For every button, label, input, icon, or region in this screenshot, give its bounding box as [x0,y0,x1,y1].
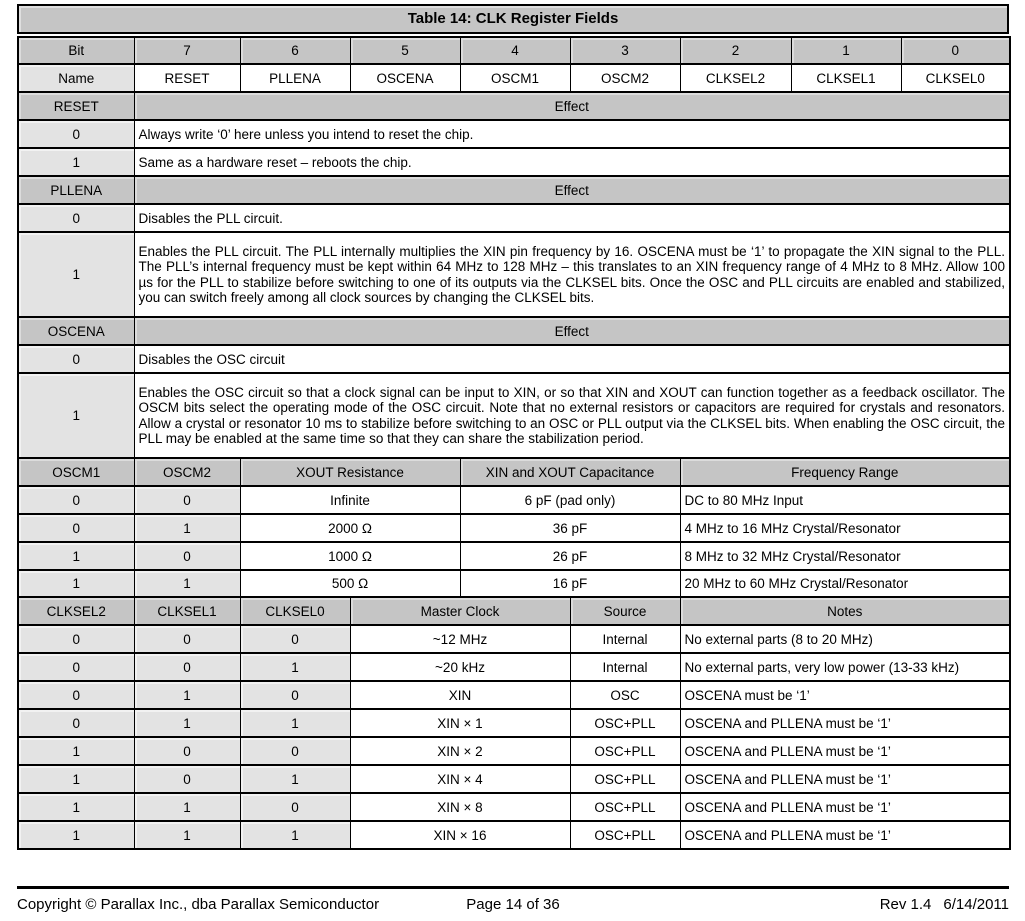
clksel-row [18,625,1010,653]
bit-value-cell: 0 [18,681,134,709]
bit-value-cell: 1 [18,148,134,176]
section-header-cell: OSCENA [18,317,134,345]
master-clock-cell: XIN × 4 [350,765,570,793]
bit-cell-2: 2 [680,37,791,64]
bit-cell-0: 0 [901,37,1010,64]
notes-cell: OSCENA must be ‘1’ [680,681,1010,709]
name-row [18,64,1010,92]
capacitance-cell: 16 pF [460,570,680,597]
frequency-range-cell: 4 MHz to 16 MHz Crystal/Resonator [680,514,1010,542]
name-cell: PLLENA [240,64,350,92]
oscm-header-cell: OSCM2 [134,458,240,486]
oscena-row-1 [18,373,1010,458]
clksel-header-row [18,597,1010,625]
clksel-row [18,709,1010,737]
notes-cell: No external parts (8 to 20 MHz) [680,625,1010,653]
clksel-row [18,821,1010,849]
page-footer [17,886,1009,913]
bit-value-cell: 0 [134,625,240,653]
frequency-range-cell: DC to 80 MHz Input [680,486,1010,514]
effect-text-cell: Same as a hardware reset – reboots the chip. [134,148,1010,176]
effect-header-cell: Effect [134,176,1010,204]
bit-value-cell: 0 [18,514,134,542]
effect-text-cell: Enables the PLL circuit. The PLL internally multiplies the XIN pin frequency by 16. OSCENA must be ‘1’ to propagate the XIN signal to the PLL. The PLL’s internal frequency must be kept within 64 MHz to 128 MHz – this translates to an XIN frequency range of 4 MHz to 8 MHz. Allow 100 µs for the PLL to stabilize before switching to one of its outputs via the CLKSEL bits. Once the OSC and PLL circuits are enabled and stabilized, you can switch freely among all clock sources by changing the CLKSEL bits. [134,232,1010,317]
bit-cell-6: 6 [240,37,350,64]
section-header-cell: PLLENA [18,176,134,204]
source-cell: OSC+PLL [570,709,680,737]
bit-value-cell: 1 [240,821,350,849]
clksel-row [18,793,1010,821]
bit-value-cell: 0 [18,625,134,653]
frequency-range-cell: 20 MHz to 60 MHz Crystal/Resonator [680,570,1010,597]
bit-value-cell: 0 [134,653,240,681]
notes-cell: OSCENA and PLLENA must be ‘1’ [680,765,1010,793]
bit-value-cell: 0 [240,681,350,709]
bit-value-cell: 1 [134,821,240,849]
bit-cell-1: 1 [791,37,901,64]
bit-cell-5: 5 [350,37,460,64]
master-clock-cell: XIN × 8 [350,793,570,821]
bit-value-cell: 0 [134,486,240,514]
xout-resistance-cell: 2000 Ω [240,514,460,542]
bit-cell-3: 3 [570,37,680,64]
clksel-header-cell: CLKSEL2 [18,597,134,625]
oscena-row-0 [18,345,1010,373]
oscm-header-cell: Frequency Range [680,458,1010,486]
name-cell: CLKSEL2 [680,64,791,92]
bit-value-cell: 1 [18,765,134,793]
bit-value-cell: 0 [240,793,350,821]
notes-cell: No external parts, very low power (13-33 kHz) [680,653,1010,681]
bit-value-cell: 1 [18,373,134,458]
clksel-row [18,737,1010,765]
bit-header-row [18,37,1010,64]
bit-value-cell: 0 [18,345,134,373]
effect-text-cell: Always write ‘0’ here unless you intend to reset the chip. [134,120,1010,148]
bit-value-cell: 1 [134,570,240,597]
xout-resistance-cell: 1000 Ω [240,542,460,570]
bit-value-cell: 1 [18,232,134,317]
bit-value-cell: 0 [240,737,350,765]
bit-value-cell: 1 [240,653,350,681]
reset-row-1 [18,148,1010,176]
capacitance-cell: 36 pF [460,514,680,542]
footer-page-number: Page 14 of 36 [466,896,560,913]
bit-value-cell: 0 [18,653,134,681]
name-cell: OSCENA [350,64,460,92]
master-clock-cell: XIN × 2 [350,737,570,765]
oscm-row [18,570,1010,597]
pllena-row-1 [18,232,1010,317]
notes-cell: OSCENA and PLLENA must be ‘1’ [680,821,1010,849]
clksel-row [18,653,1010,681]
oscm-header-cell: OSCM1 [18,458,134,486]
notes-cell: OSCENA and PLLENA must be ‘1’ [680,709,1010,737]
master-clock-cell: XIN × 1 [350,709,570,737]
oscm-row [18,514,1010,542]
master-clock-cell: ~20 kHz [350,653,570,681]
section-header-cell: RESET [18,92,134,120]
master-clock-cell: ~12 MHz [350,625,570,653]
bit-value-cell: 1 [18,542,134,570]
source-cell: OSC+PLL [570,821,680,849]
effect-header-cell: Effect [134,317,1010,345]
table-title: Table 14: CLK Register Fields [17,4,1009,34]
oscena-section-header [18,317,1010,345]
bit-cell-4: 4 [460,37,570,64]
bit-value-cell: 0 [18,486,134,514]
bit-row-label: Bit [18,37,134,64]
effect-text-cell: Disables the PLL circuit. [134,204,1010,232]
source-cell: OSC+PLL [570,737,680,765]
oscm-header-cell: XIN and XOUT Capacitance [460,458,680,486]
effect-text-cell: Enables the OSC circuit so that a clock signal can be input to XIN, or so that XIN and XOUT can function together as a feedback oscillator. The OSCM bits select the operating mode of the OSC circuit. Note that no external resistors or capacitors are required for crystals and resonators. Allow a crystal or resonator 10 ms to stabilize before switching to an OSC or PLL output via the CLKSEL bits. When enabling the OSC circuit, the PLL may be enabled at the same time so that they can share the stabilization period. [134,373,1010,458]
footer-copyright: Copyright © Parallax Inc., dba Parallax Semiconductor [17,896,380,913]
clksel-header-cell: Master Clock [350,597,570,625]
bit-value-cell: 1 [240,709,350,737]
bit-value-cell: 1 [18,570,134,597]
oscm-header-row [18,458,1010,486]
bit-value-cell: 1 [18,821,134,849]
bit-cell-7: 7 [134,37,240,64]
footer-revision-date [560,896,1009,913]
clksel-row [18,681,1010,709]
bit-value-cell: 1 [134,709,240,737]
capacitance-cell: 6 pF (pad only) [460,486,680,514]
source-cell: Internal [570,653,680,681]
bit-value-cell: 1 [134,514,240,542]
bit-value-cell: 1 [134,793,240,821]
xout-resistance-cell: 500 Ω [240,570,460,597]
frequency-range-cell: 8 MHz to 32 MHz Crystal/Resonator [680,542,1010,570]
clksel-header-cell: Notes [680,597,1010,625]
source-cell: Internal [570,625,680,653]
name-row-label: Name [18,64,134,92]
xout-resistance-cell: Infinite [240,486,460,514]
master-clock-cell: XIN × 16 [350,821,570,849]
notes-cell: OSCENA and PLLENA must be ‘1’ [680,793,1010,821]
oscm-header-cell: XOUT Resistance [240,458,460,486]
source-cell: OSC [570,681,680,709]
oscm-row [18,486,1010,514]
capacitance-cell: 26 pF [460,542,680,570]
pllena-row-0 [18,204,1010,232]
footer-revision: Rev 1.4 [879,896,932,913]
bit-value-cell: 0 [134,542,240,570]
reset-section-header [18,92,1010,120]
source-cell: OSC+PLL [570,765,680,793]
name-cell: CLKSEL1 [791,64,901,92]
bit-value-cell: 0 [18,204,134,232]
clksel-header-cell: CLKSEL1 [134,597,240,625]
oscm-row [18,542,1010,570]
clksel-header-cell: Source [570,597,680,625]
effect-text-cell: Disables the OSC circuit [134,345,1010,373]
name-cell: RESET [134,64,240,92]
bit-value-cell: 0 [18,709,134,737]
pllena-section-header [18,176,1010,204]
bit-value-cell: 0 [240,625,350,653]
bit-value-cell: 0 [134,765,240,793]
source-cell: OSC+PLL [570,793,680,821]
name-cell: OSCM2 [570,64,680,92]
footer-date: 6/14/2011 [943,896,1010,913]
notes-cell: OSCENA and PLLENA must be ‘1’ [680,737,1010,765]
clksel-row [18,765,1010,793]
bit-value-cell: 0 [134,737,240,765]
master-clock-cell: XIN [350,681,570,709]
bit-value-cell: 0 [18,120,134,148]
bit-value-cell: 1 [134,681,240,709]
effect-header-cell: Effect [134,92,1010,120]
bit-value-cell: 1 [240,765,350,793]
bit-value-cell: 1 [18,793,134,821]
name-cell: OSCM1 [460,64,570,92]
clksel-header-cell: CLKSEL0 [240,597,350,625]
reset-row-0 [18,120,1010,148]
clk-register-table [17,36,1011,850]
name-cell: CLKSEL0 [901,64,1010,92]
bit-value-cell: 1 [18,737,134,765]
